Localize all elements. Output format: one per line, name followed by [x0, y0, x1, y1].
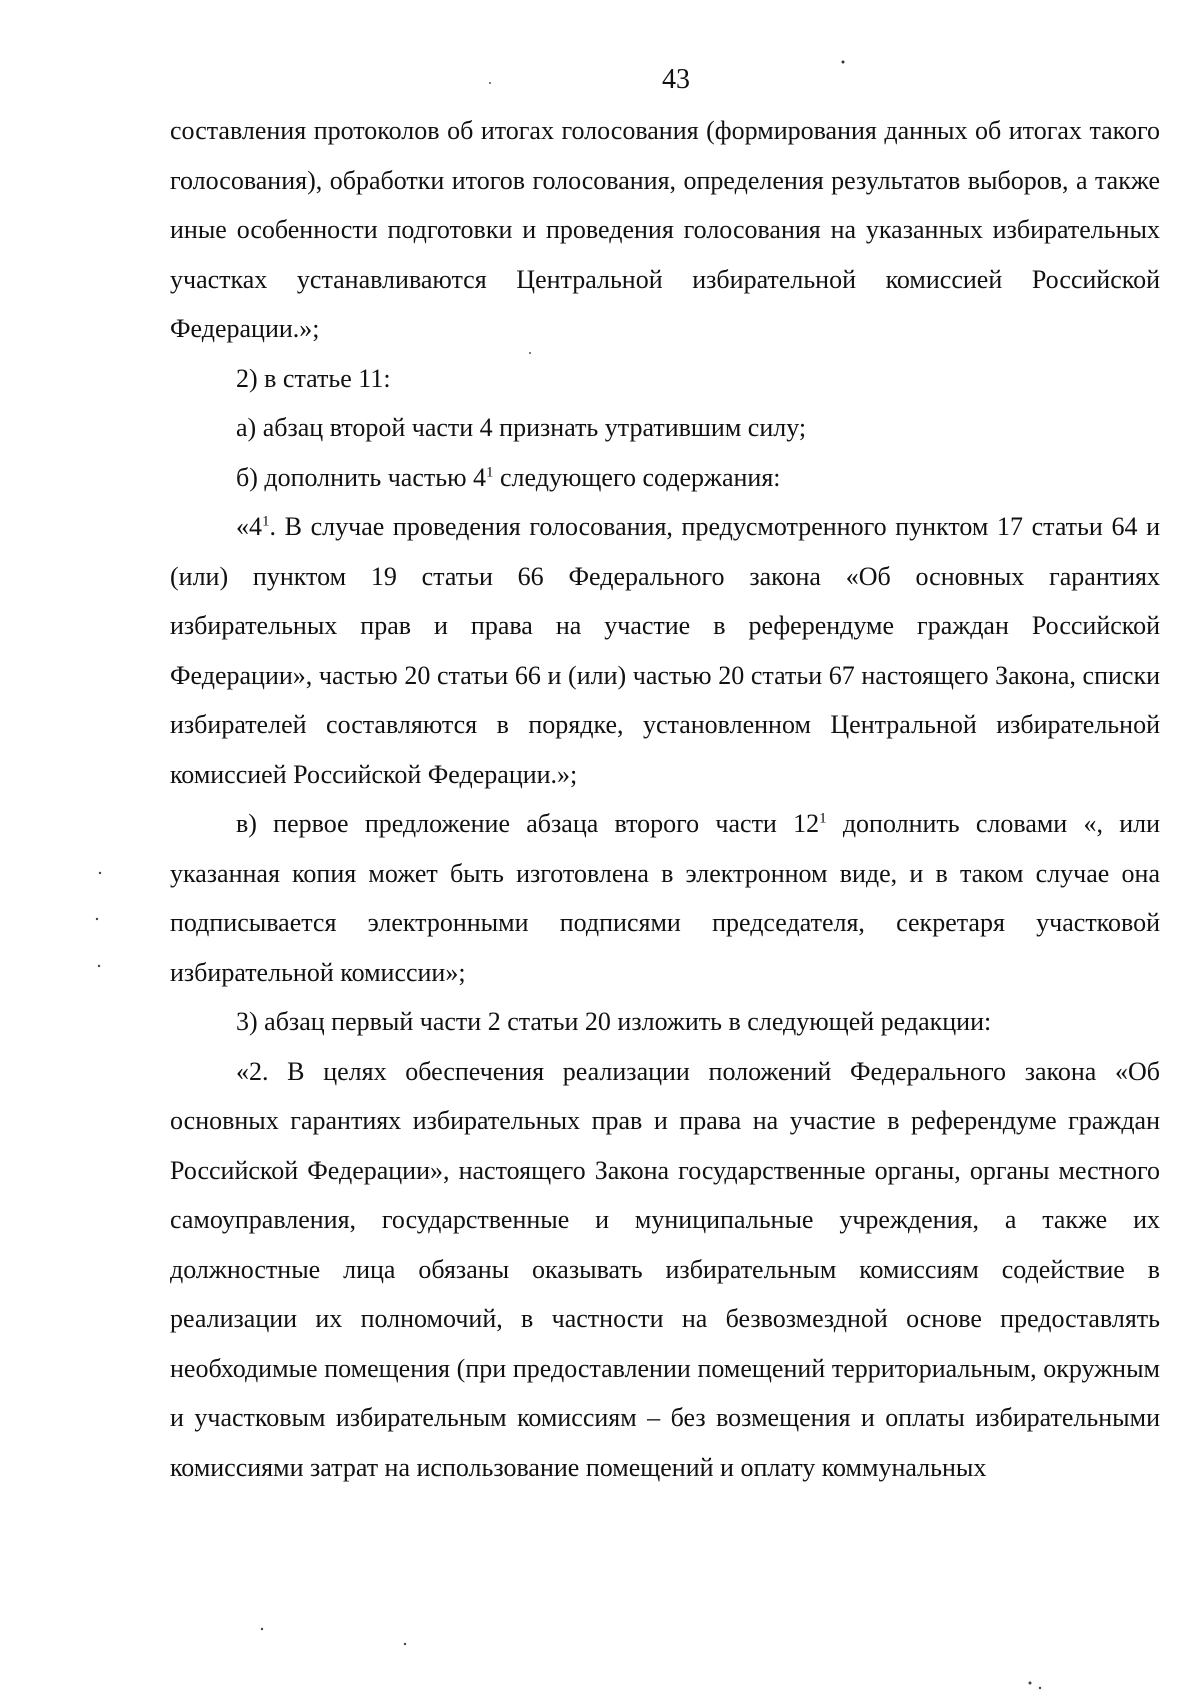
scan-speck	[98, 965, 100, 967]
paragraph-p6	[170, 799, 1160, 997]
superscript: 1	[819, 810, 827, 827]
text-run: «4	[236, 512, 262, 541]
paragraph-p8	[170, 1047, 1160, 1493]
paragraph-p2	[170, 354, 1160, 404]
text-run: дополнить словами «, или указанная копия может быть изготовлена в электронном виде, и в таком случае она подписывается электронными подписями председателя, секретаря участковой избирательной комиссии»;	[170, 809, 1160, 987]
text-run: в) первое предложение абзаца второго части 12	[236, 809, 820, 838]
text-run: . В случае проведения голосования, предусмотренного пунктом 17 статьи 64 и (или) пунктом 19 статьи 66 Федерального закона «Об основных гарантиях избирательных прав и права на участие в референдуме граждан Российской Федерации», частью 20 статьи 66 и (или) частью 20 статьи 67 настоящего Закона, списки избирателей составляются в порядке, установленном Центральной избирательной комиссией Российской Федерации.»;	[170, 512, 1160, 789]
text-run: 2) в статье 11:	[236, 363, 391, 393]
paragraph-p4	[170, 453, 1160, 503]
page-number: 43	[662, 64, 690, 95]
superscript: 1	[262, 513, 270, 530]
text-run: б) дополнить частью 4	[236, 462, 487, 492]
text-run: следующего содержания:	[493, 462, 781, 492]
text-run: 3) абзац первый части 2 статьи 20 изложить в следующей редакции:	[236, 1007, 992, 1036]
superscript: 1	[486, 463, 494, 480]
scan-speck	[96, 918, 98, 920]
document-body	[170, 106, 1160, 1492]
paragraph-p1	[170, 106, 1160, 354]
paragraph-p5	[170, 502, 1160, 799]
paragraph-p7	[170, 997, 1160, 1047]
text-run: а) абзац второй части 4 признать утратившим силу;	[236, 413, 807, 442]
scan-speck	[1029, 1682, 1032, 1685]
text-run: составления протоколов об итогах голосования (формирования данных об итогах такого голосования), обработки итогов голосования, определения результатов выборов, а также иные особенности подготовки и проведения голосования на указанных избирательных участках устанавливаются Центральной избирательной комиссией Российской Федерации.»;	[170, 116, 1160, 343]
scan-speck	[1039, 1687, 1041, 1689]
scan-speck	[404, 1643, 406, 1645]
text-run: «2. В целях обеспечения реализации положений Федерального закона «Об основных гарантиях избирательных прав и права на участие в референдуме граждан Российской Федерации», настоящего Закона государственные органы, органы местного самоуправления, государственные и муниципальные учреждения, а также их должностные лица обязаны оказывать избирательным комиссиям содействие в реализации их полномочий, в частности на безвозмездной основе предоставлять необходимые помещения (при предоставлении помещений территориальным, окружным и участковым избирательным комиссиям – без возмещения и оплаты избирательными комиссиями затрат на использование помещений и оплату коммунальных	[170, 1056, 1160, 1482]
paragraph-p3	[170, 403, 1160, 453]
scan-speck	[99, 872, 101, 874]
scan-speck	[261, 1628, 263, 1630]
